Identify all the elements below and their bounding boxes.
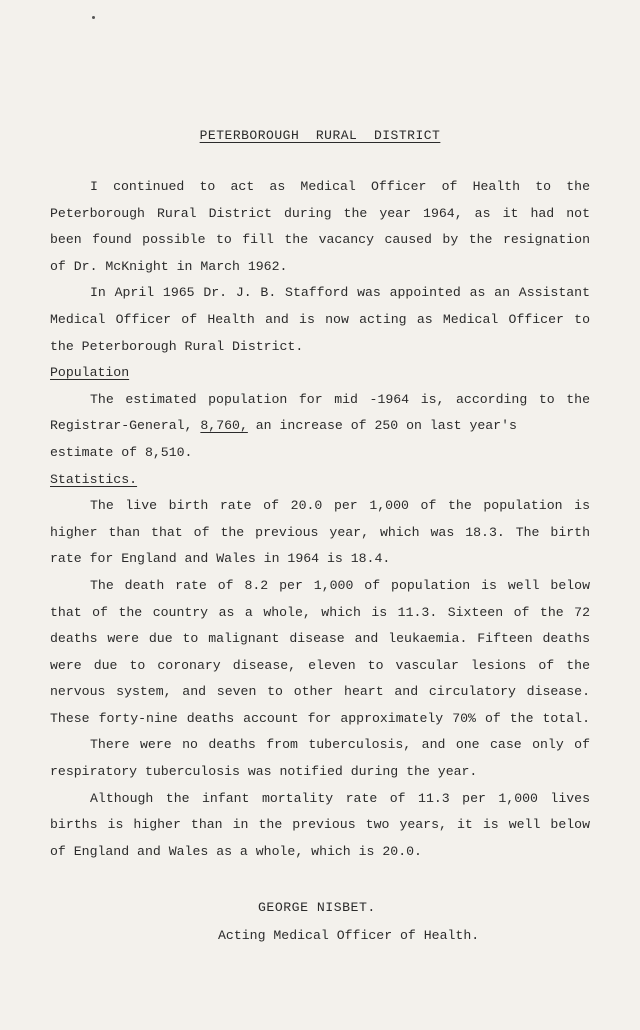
signature-title: Acting Medical Officer of Health. [218, 928, 480, 943]
population-value: 8,760, [200, 418, 248, 434]
signature-name: GEORGE NISBET. [258, 900, 376, 915]
paragraph-2-line-3: the Peterborough Rural District. [50, 338, 304, 354]
statistics-p3-line-2: respiratory tuberculosis was notified during the year. [50, 764, 478, 780]
population-line-1: The estimated population for mid -1964 is, according to the [90, 391, 590, 407]
statistics-p3-line-1: There were no deaths from tuberculosis, and one case only of [90, 737, 590, 753]
population-line-3: estimate of 8,510. [50, 444, 193, 460]
page-speck [92, 16, 95, 19]
paragraph-2-line-2: Medical Officer of Health and is now acting as Medical Officer to [50, 311, 590, 327]
population-line-2: Registrar-General, 8,760, an increase of 250 on last year's [50, 418, 517, 434]
statistics-p2-line-5: nervous system, and seven to other heart and circulatory disease. [50, 684, 590, 700]
statistics-heading: Statistics. [50, 471, 138, 487]
population-heading: Population [50, 365, 130, 381]
population-heading-line [50, 360, 590, 387]
paragraph-1-line-1: I continued to act as Medical Officer of Health to the [90, 179, 590, 194]
document-title: PETERBOROUGH RURAL DISTRICT [199, 128, 441, 143]
paragraph-1-line-4: of Dr. McKnight in March 1962. [50, 258, 288, 274]
statistics-p2-line-1: The death rate of 8.2 per 1,000 of population is well below [90, 577, 590, 593]
paragraph-1-line-3: been found possible to fill the vacancy caused by the resignation [50, 232, 590, 248]
statistics-heading-line [50, 467, 590, 494]
statistics-p4-line-2: births is higher than in the previous two years, it is well below [50, 817, 590, 833]
statistics-p2-line-4: were due to coronary disease, eleven to vascular lesions of the [50, 657, 590, 673]
statistics-p1-line-3: rate for England and Wales in 1964 is 18.4. [50, 551, 391, 567]
statistics-p2-line-2: that of the country as a whole, which is 11.3. Sixteen of the 72 [50, 604, 590, 620]
statistics-p2-line-6: These forty-nine deaths account for approximately 70% of the total. [50, 710, 590, 726]
statistics-p2-line-3: deaths were due to malignant disease and leukaemia. Fifteen deaths [50, 631, 590, 647]
statistics-p4-line-3: of England and Wales as a whole, which is 20.0. [50, 843, 422, 859]
statistics-p1-line-2: higher than that of the previous year, which was 18.3. The birth [50, 524, 590, 540]
document-body [50, 174, 590, 865]
statistics-p1-line-1: The live birth rate of 20.0 per 1,000 of the population is [90, 498, 590, 514]
paragraph-1-line-2: Peterborough Rural District during the year 1964, as it had not [50, 205, 590, 221]
statistics-p4-line-1: Although the infant mortality rate of 11.3 per 1,000 lives [90, 790, 590, 806]
paragraph-2-line-1: In April 1965 Dr. J. B. Stafford was appointed as an Assistant [90, 285, 590, 301]
